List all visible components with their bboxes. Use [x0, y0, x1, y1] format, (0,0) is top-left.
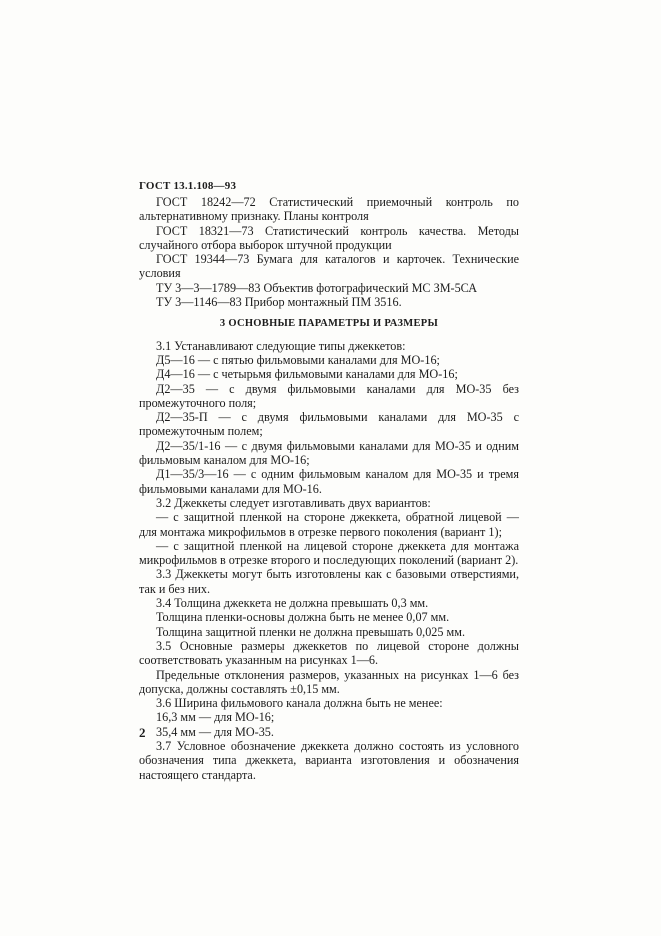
clause-3-4: 3.4 Толщина джеккета не должна превышать 0,3 мм.: [156, 596, 429, 611]
variant-2: — с защитной пленкой на лицевой стороне джеккета для монтажа микрофильмов в отрезке второго и последующих поколений (вариант 2).: [139, 538, 519, 568]
document-header-code: ГОСТ 13.1.108—93: [139, 180, 237, 192]
clause-3-2: 3.2 Джеккеты следует изготавливать двух вариантов:: [156, 495, 431, 510]
section-heading: 3 ОСНОВНЫЕ ПАРАМЕТРЫ И РАЗМЕРЫ: [219, 318, 439, 330]
type-d2-35: Д2—35 — с двумя фильмовыми каналами для МО-35 без промежуточного поля;: [139, 381, 519, 410]
reference-tu-3-1146: ТУ 3—1146—83 Прибор монтажный ПМ 3516.: [156, 295, 402, 310]
clause-3-7: 3.7 Условное обозначение джеккета должно состоять из условного обозначения типа джеккета, варианта изготовления и обозначения настоящего стандарта.: [139, 738, 519, 782]
type-d1-35-3-16: Д1—35/3—16 — с одним фильмовым каналом для МО-35 и тремя фильмовыми каналами для МО-16.: [139, 467, 519, 496]
width-mo-16: 16,3 мм — для МО-16;: [156, 710, 275, 725]
reference-tu-3-3-1789: ТУ 3—3—1789—83 Объектив фотографический МС ЗМ-5СА: [156, 280, 478, 295]
type-d5-16: Д5—16 — с пятью фильмовыми каналами для МО-16;: [156, 352, 440, 367]
document-body: [139, 195, 519, 782]
tolerance-note: Предельные отклонения размеров, указанных на рисунках 1—6 без допуска, должны составлять ±0,15 мм.: [139, 667, 519, 696]
clause-3-6: 3.6 Ширина фильмового канала должна быть не менее:: [156, 696, 443, 711]
reference-gost-18242: ГОСТ 18242—72 Статистический приемочный контроль по альтернативному признаку. Планы контроля: [139, 195, 519, 224]
base-film-thickness: Толщина пленки-основы должна быть не менее 0,07 мм.: [156, 610, 450, 625]
reference-gost-19344: ГОСТ 19344—73 Бумага для каталогов и карточек. Технические условия: [139, 252, 519, 281]
clause-3-3: 3.3 Джеккеты могут быть изготовлены как с базовыми отверстиями, так и без них.: [139, 567, 519, 596]
clause-3-5: 3.5 Основные размеры джеккетов по лицевой стороне должны соответствовать указанным на рисунках 1—6.: [139, 638, 519, 668]
type-d2-35-1-16: Д2—35/1-16 — с двумя фильмовыми каналами для МО-35 и одним фильмовым каналом для МО-16;: [139, 438, 519, 468]
clause-3-1: 3.1 Устанавливают следующие типы джеккетов:: [156, 338, 406, 353]
protective-film-thickness: Толщина защитной пленки не должна превышать 0,025 мм.: [156, 624, 466, 639]
reference-gost-18321: ГОСТ 18321—73 Статистический контроль качества. Методы случайного отбора выборок штучной продукции: [139, 223, 519, 252]
type-d4-16: Д4—16 — с четырьмя фильмовыми каналами для МО-16;: [156, 367, 458, 382]
type-d2-35-p: Д2—35-П — с двумя фильмовыми каналами для МО-35 с промежуточным полем;: [139, 410, 519, 439]
page-number: 2: [139, 725, 146, 740]
variant-1: — с защитной пленкой на стороне джеккета, обратной лицевой — для монтажа микрофильмов в отрезке первого поколения (вариант 1);: [139, 510, 519, 539]
width-mo-35: 35,4 мм — для МО-35.: [156, 724, 274, 739]
